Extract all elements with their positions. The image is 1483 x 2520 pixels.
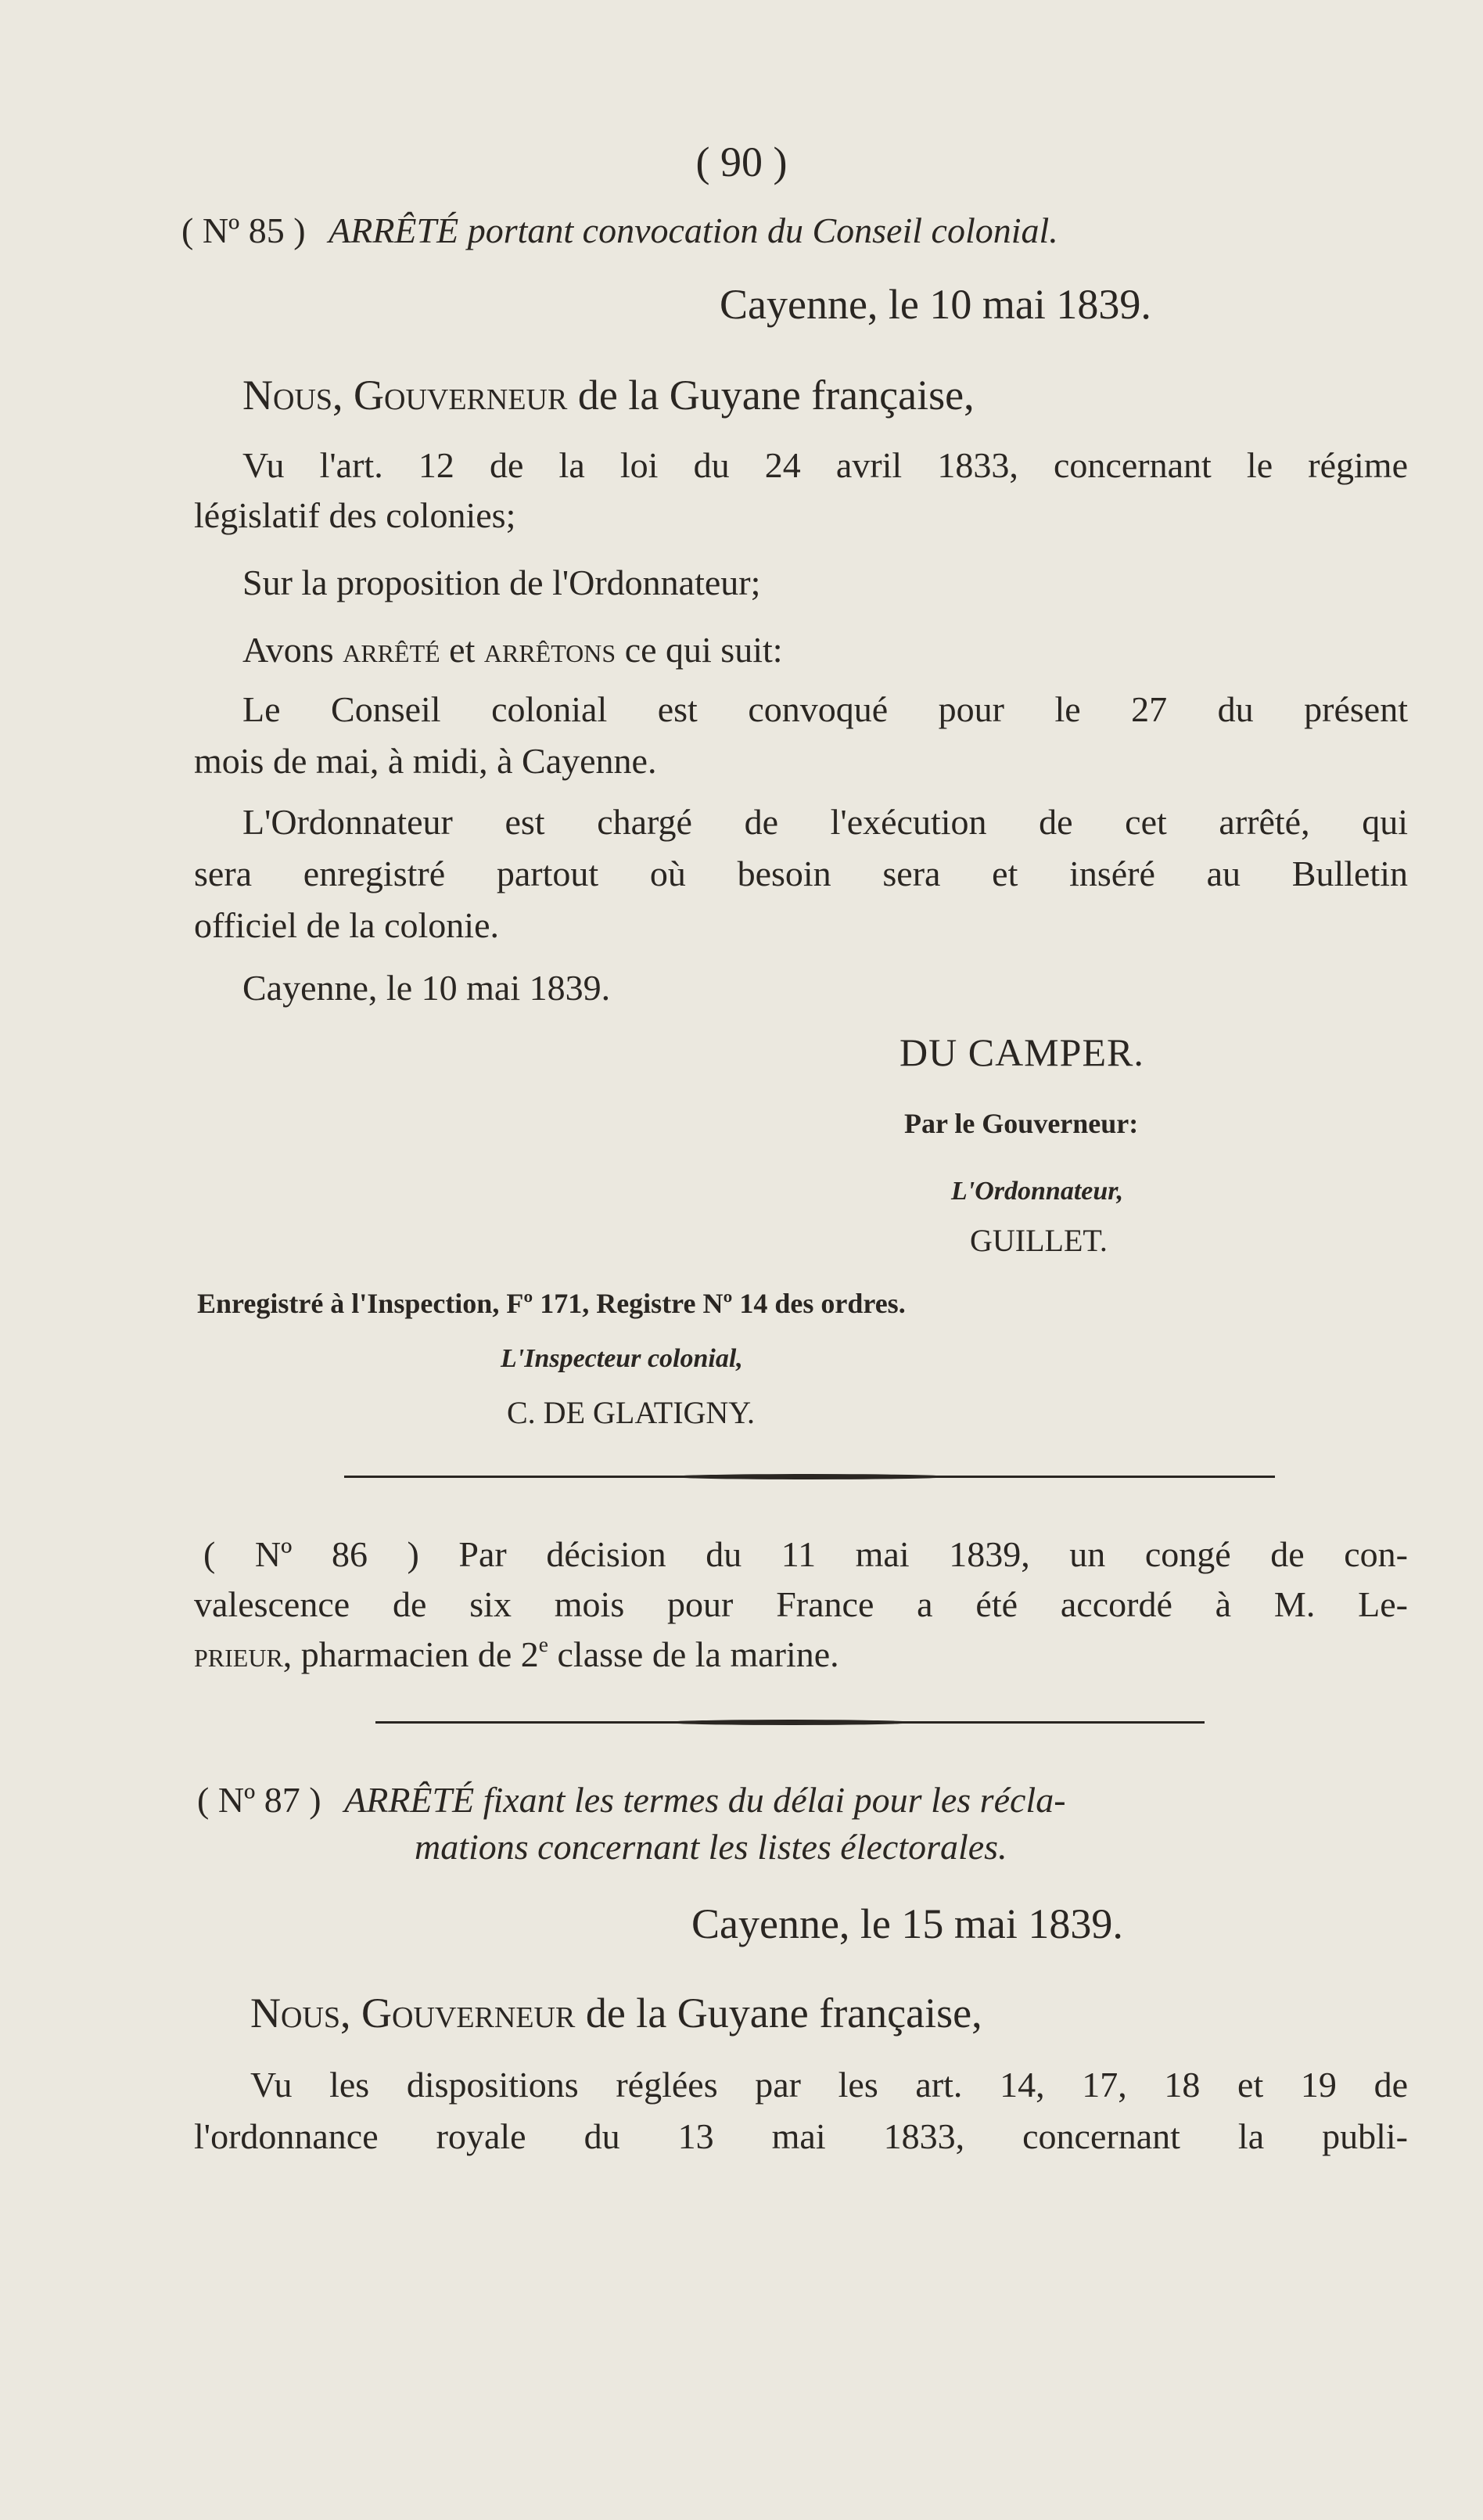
doc85-par-gouverneur: Par le Gouverneur: bbox=[904, 1108, 1139, 1139]
doc85-et: et bbox=[449, 630, 476, 670]
doc85-ordonnateur-title: L'Ordonnateur, bbox=[951, 1177, 1124, 1206]
doc87-vu-line1: Vu les dispositions réglées par les art. 14, 17, 18 et 19 de bbox=[250, 2065, 1408, 2105]
doc85-inspecteur-title: L'Inspecteur colonial, bbox=[501, 1344, 743, 1373]
doc85-avons bbox=[242, 632, 783, 668]
doc85-conseil-line1: Le Conseil colonial est convoqué pour le 27 du présent bbox=[242, 689, 1408, 729]
doc85-nous-line: Nous, Gouverneur de la Guyane française, bbox=[242, 372, 975, 419]
doc86-name: prieur bbox=[194, 1634, 283, 1674]
doc87-heading-number: ( Nº 87 ) bbox=[197, 1780, 321, 1820]
doc85-gouverneur: Gouverneur bbox=[354, 372, 568, 419]
doc85-heading-number: ( Nº 85 ) bbox=[181, 210, 306, 250]
doc85-signature: DU CAMPER. bbox=[899, 1030, 1144, 1074]
doc86-sup: e bbox=[538, 1632, 549, 1656]
doc85-nous-rest: de la Guyane française, bbox=[577, 372, 975, 419]
doc87-nous-rest: de la Guyane française, bbox=[585, 1990, 982, 2036]
doc86-line3-post: classe de la marine. bbox=[557, 1634, 839, 1674]
doc86-line2: valescence de six mois pour France a été accordé à M. Le- bbox=[194, 1584, 1408, 1624]
section-divider-2 bbox=[375, 1721, 1205, 1724]
doc85-ordonnateur-name: GUILLET. bbox=[970, 1223, 1108, 1258]
doc85-sur: Sur la proposition de l'Ordonnateur; bbox=[242, 563, 761, 602]
doc87-vu-line2: l'ordonnance royale du 13 mai 1833, concernant la publi- bbox=[194, 2116, 1408, 2156]
doc85-avons-b: ce qui suit: bbox=[624, 630, 783, 670]
doc86-line3-pre: , pharmacien de 2 bbox=[282, 1634, 539, 1674]
doc86-line3 bbox=[194, 1632, 839, 1674]
doc86-line1: ( Nº 86 ) Par décision du 11 mai 1839, un congé de con- bbox=[203, 1534, 1408, 1574]
doc85-vu-line1: Vu l'art. 12 de la loi du 24 avril 1833, concernant le régime bbox=[242, 445, 1408, 485]
doc85-arrete: arrêté bbox=[343, 630, 440, 670]
doc85-inspecteur-name: C. DE GLATIGNY. bbox=[507, 1395, 756, 1430]
section-divider-1 bbox=[344, 1476, 1275, 1478]
doc85-avons-a: Avons bbox=[242, 630, 334, 670]
doc85-conseil-line2: mois de mai, à midi, à Cayenne. bbox=[194, 741, 657, 781]
doc85-arretons: arrêtons bbox=[483, 630, 616, 670]
doc87-heading-line2: mations concernant les listes électorales. bbox=[415, 1827, 1007, 1867]
doc85-heading bbox=[181, 210, 1058, 250]
doc85-vu-line2: législatif des colonies; bbox=[194, 495, 516, 535]
doc87-gouverneur: Gouverneur bbox=[361, 1990, 576, 2036]
doc85-dateline: Cayenne, le 10 mai 1839. bbox=[720, 281, 1151, 328]
doc87-dateline: Cayenne, le 15 mai 1839. bbox=[691, 1900, 1123, 1947]
doc85-ordo-line2: sera enregistré partout où besoin sera et inséré au Bulletin bbox=[194, 854, 1408, 893]
doc87-nous-line: Nous, Gouverneur de la Guyane française, bbox=[250, 1990, 982, 2036]
doc87-heading-line1 bbox=[197, 1782, 1066, 1818]
doc85-ordo-line3: officiel de la colonie. bbox=[194, 905, 499, 945]
page-number: ( 90 ) bbox=[695, 138, 788, 185]
doc87-heading-title1: ARRÊTÉ fixant les termes du délai pour les récla- bbox=[344, 1780, 1066, 1820]
doc85-nous: Nous bbox=[242, 372, 333, 419]
doc87-nous: Nous bbox=[250, 1990, 341, 2036]
doc85-heading-title: ARRÊTÉ portant convocation du Conseil colonial. bbox=[329, 210, 1058, 250]
doc85-ordo-line1: L'Ordonnateur est chargé de l'exécution de cet arrêté, qui bbox=[242, 802, 1408, 842]
doc85-date-end: Cayenne, le 10 mai 1839. bbox=[242, 968, 611, 1008]
doc85-enregistre: Enregistré à l'Inspection, Fº 171, Registre Nº 14 des ordres. bbox=[197, 1288, 906, 1319]
